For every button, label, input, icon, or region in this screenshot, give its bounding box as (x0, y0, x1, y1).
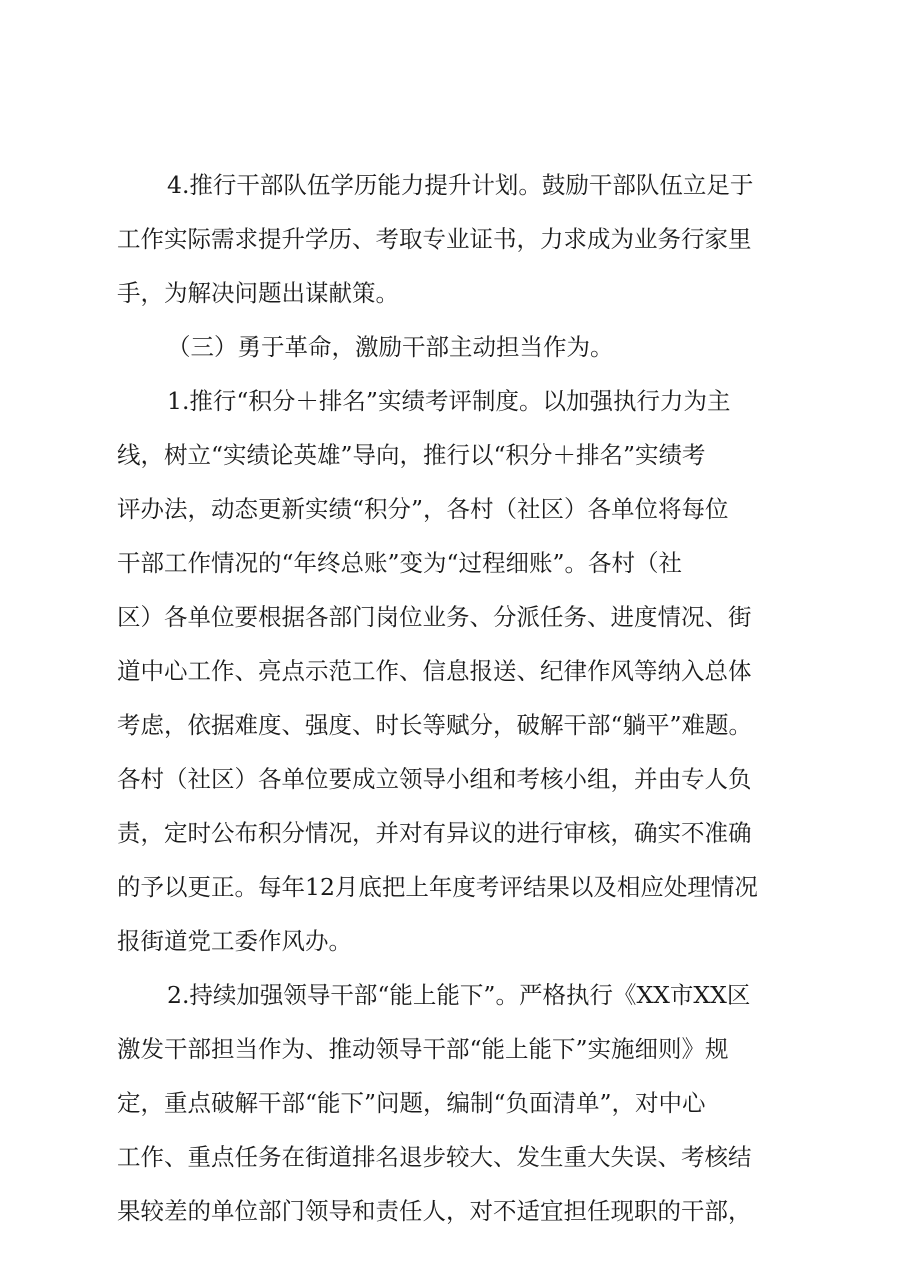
paragraph-2-line-1: 2.持续加强领导干部“能上能下”。严格执行《XX市XX区 (167, 981, 751, 1009)
paragraph-2-line-2: 激发干部担当作为、推动领导干部“能上能下”实施细则》规 (117, 1035, 729, 1063)
paragraph-2-line-3: 定，重点破解干部“能下”问题，编制“负面清单”，对中心 (117, 1089, 706, 1117)
paragraph-4-line-2: 工作实际需求提升学历、考取专业证书，力求成为业务行家里 (117, 225, 752, 253)
paragraph-2-line-4: 工作、重点任务在街道排名退步较大、发生重大失误、考核结 (117, 1143, 752, 1171)
paragraph-4-line-3: 手，为解决问题出谋献策。 (117, 279, 399, 307)
paragraph-1-line-8: 各村（社区）各单位要成立领导小组和考核小组，并由专人负 (117, 765, 752, 793)
paragraph-4-line-1: 4.推行干部队伍学历能力提升计划。鼓励干部队伍立足于 (167, 171, 754, 199)
paragraph-1-line-10: 的予以更正。每年12月底把上年度考评结果以及相应处理情况 (117, 873, 758, 901)
paragraph-1-line-2: 线，树立“实绩论英雄”导向，推行以“积分＋排名”实绩考 (117, 441, 706, 469)
paragraph-1-line-6: 道中心工作、亮点示范工作、信息报送、纪律作风等纳入总体 (117, 657, 752, 685)
paragraph-1-line-3: 评办法，动态更新实绩“积分”，各村（社区）各单位将每位 (117, 495, 729, 523)
paragraph-1-line-5: 区）各单位要根据各部门岗位业务、分派任务、进度情况、街 (117, 603, 752, 631)
paragraph-1-line-9: 责，定时公布积分情况，并对有异议的进行审核，确实不准确 (117, 819, 752, 847)
paragraph-1-line-1: 1.推行“积分＋排名”实绩考评制度。以加强执行力为主 (167, 387, 731, 415)
section-heading-3: （三）勇于革命，激励干部主动担当作为。 (167, 333, 614, 361)
paragraph-1-line-4: 干部工作情况的“年终总账”变为“过程细账”。各村（社 (117, 549, 683, 577)
paragraph-1-line-11: 报街道党工委作风办。 (117, 927, 352, 955)
paragraph-1-line-7: 考虑，依据难度、强度、时长等赋分，破解干部“躺平”难题。 (117, 711, 753, 739)
paragraph-2-line-5: 果较差的单位部门领导和责任人，对不适宜担任现职的干部， (117, 1197, 752, 1225)
